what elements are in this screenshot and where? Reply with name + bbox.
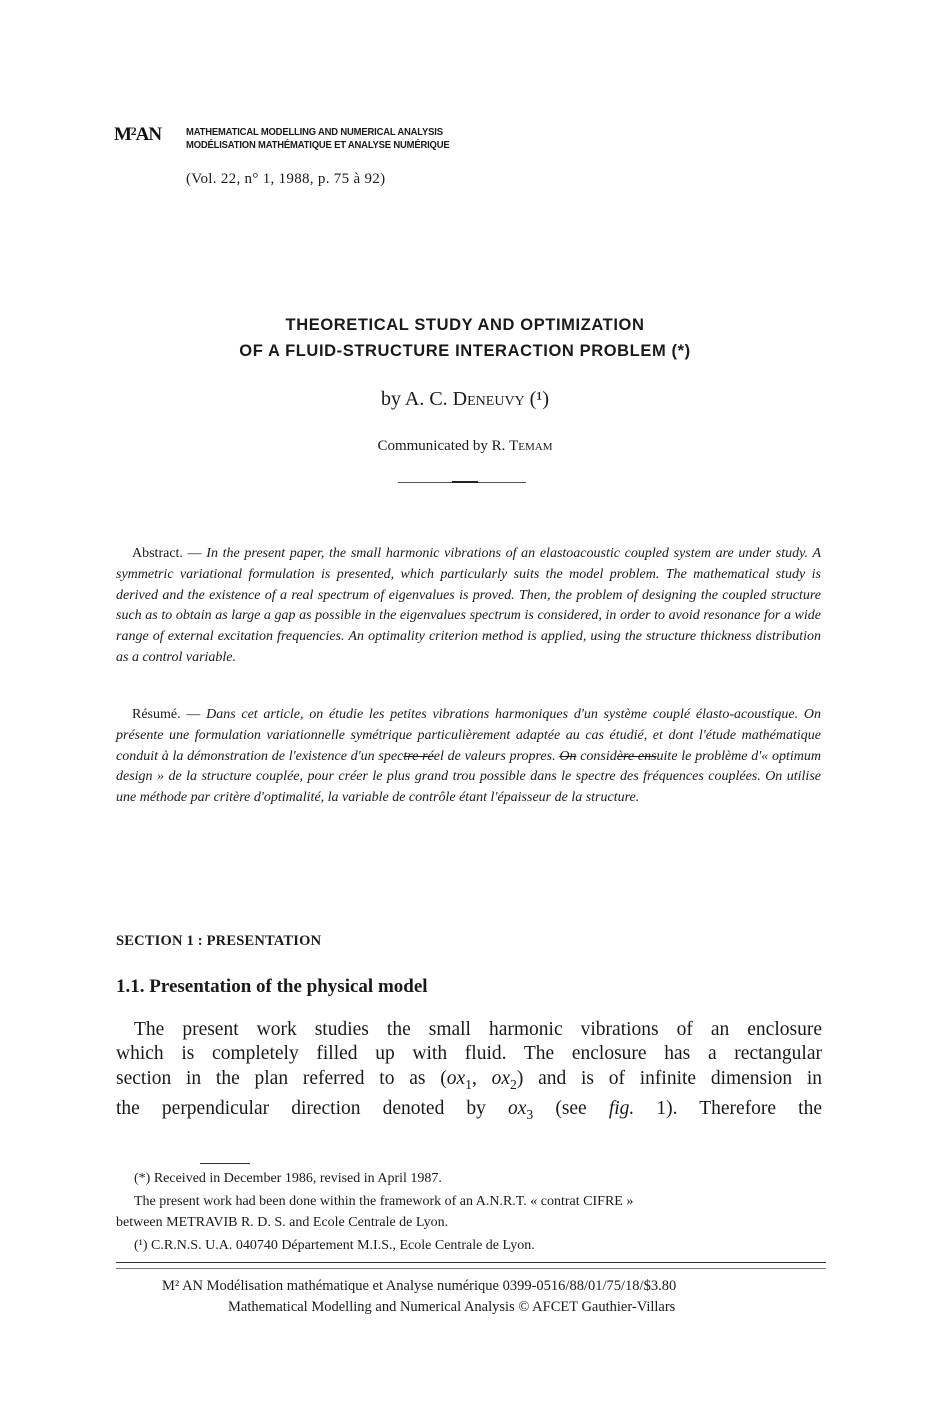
article-title-line-1: THEORETICAL STUDY AND OPTIMIZATION bbox=[285, 316, 645, 334]
body-line-4-c: 1). Therefore the bbox=[634, 1097, 822, 1119]
bottom-rule-2 bbox=[116, 1268, 826, 1269]
footnote-separator bbox=[200, 1163, 250, 1164]
body-line-1: The present work studies the small harmonic vibrations of an enclosure bbox=[134, 1019, 822, 1040]
body-line-4 bbox=[116, 1097, 822, 1127]
communicated-by bbox=[0, 438, 930, 455]
math-separator: , bbox=[471, 1067, 492, 1089]
author-prefix: by A. C. bbox=[380, 388, 453, 410]
bottom-rule-1 bbox=[116, 1262, 826, 1263]
resume-text-spectre-b: tre ré bbox=[403, 748, 434, 764]
abstract-text: In the present paper, the small harmonic vibrations of an elastoacoustic coupled system are under study. A symmetric variational formulation is presented, which particularly suits the model problem. The mathematical study is derived and the existence of a real spectrum of eigenvalues is proved. Then, the problem of designing the coupled structure such as to obtain as large a gap as possible in the eigenvalues spectrum is considered, in order to avoid resonance for a wide range of external excitation frequencies. An optimality criterion method is applied, using the structure thickness distribution as a control variable. bbox=[116, 546, 821, 665]
author-footnote-mark: (¹) bbox=[524, 388, 549, 410]
body-line-4-b: (see bbox=[533, 1097, 609, 1119]
journal-logo-text: M²AN bbox=[114, 124, 162, 145]
communicated-prefix: Communicated by R. bbox=[377, 438, 510, 454]
math-ox3: ox bbox=[508, 1097, 527, 1119]
resume-text-spectre-a: spec bbox=[378, 748, 404, 764]
body-line-3-a: section in the plan referred to as ( bbox=[116, 1067, 447, 1089]
math-sub-1: 1 bbox=[465, 1076, 472, 1092]
figure-reference: fig. bbox=[608, 1097, 635, 1119]
math-sub-3: 3 bbox=[526, 1106, 534, 1122]
resume-text-1: Dans cet article, on étudie les petites vibrations harmoniques d'un système couplé élasto-acoustique. On présente une formulation variationnelle symétrique particulièrement adaptée au cas étudié, et dont l'étude mathématique conduit à la démonstration de l'existence d'un bbox=[116, 707, 821, 764]
abstract-paragraph bbox=[116, 544, 821, 669]
math-ox2: ox bbox=[491, 1067, 510, 1089]
subsection-heading: 1.1. Presentation of the physical model bbox=[116, 976, 428, 997]
abstract-label: Abstract. — bbox=[132, 546, 207, 561]
publisher-line-2: Mathematical Modelling and Numerical Analysis © AFCET Gauthier-Villars bbox=[228, 1299, 676, 1315]
footnote-affiliation: (¹) C.R.N.S. U.A. 040740 Département M.I.S., Ecole Centrale de Lyon. bbox=[134, 1238, 535, 1253]
author-line bbox=[0, 388, 930, 411]
journal-logo bbox=[114, 125, 174, 153]
footnote-framework-2: between METRAVIB R. D. S. and Ecole Centrale de Lyon. bbox=[116, 1215, 449, 1230]
body-line-3 bbox=[116, 1067, 822, 1097]
author-name: Deneuvy bbox=[452, 388, 525, 410]
math-sub-2: 2 bbox=[509, 1076, 517, 1092]
publisher-line-1: M² AN Modélisation mathématique et Analyse numérique 0399-0516/88/01/75/18/$3.80 bbox=[162, 1278, 677, 1294]
title-separator-accent bbox=[452, 481, 478, 483]
footnote-framework-1: The present work had been done within the framework of an A.N.R.T. « contrat CIFRE » bbox=[134, 1194, 634, 1209]
section-heading: SECTION 1 : PRESENTATION bbox=[116, 933, 322, 949]
resume-text-ere: ère ens bbox=[616, 748, 657, 764]
resume-paragraph bbox=[116, 705, 821, 809]
body-line-4-a: the perpendicular direction denoted by bbox=[116, 1097, 508, 1119]
journal-name-french: MODÉLISATION MATHÉMATIQUE ET ANALYSE NUMÉRIQUE bbox=[186, 139, 450, 151]
resume-text-2: el de valeurs propres. bbox=[433, 748, 560, 764]
body-line-3-b: ) and is of infinite dimension in bbox=[516, 1067, 822, 1089]
resume-label: Résumé. — bbox=[132, 707, 207, 722]
body-paragraph bbox=[116, 1018, 822, 1127]
journal-name-english: MATHEMATICAL MODELLING AND NUMERICAL ANALYSIS bbox=[186, 126, 443, 138]
math-ox1: ox bbox=[446, 1067, 466, 1089]
article-title-line-2: OF A FLUID-STRUCTURE INTERACTION PROBLEM (*) bbox=[239, 342, 691, 360]
volume-info: (Vol. 22, n° 1, 1988, p. 75 à 92) bbox=[186, 171, 386, 187]
resume-text-3: consid bbox=[576, 748, 617, 764]
communicated-name: Temam bbox=[509, 438, 553, 454]
resume-text-on: On bbox=[559, 748, 577, 764]
body-line-2: which is completely filled up with fluid. The enclosure has a rectangular bbox=[116, 1043, 822, 1065]
footnote-received: (*) Received in December 1986, revised in April 1987. bbox=[134, 1171, 442, 1186]
resume-text-4: uite le problème d'« optimum design » de la structure couplée, pour créer le plus grand trou possible dans le spectre des fréquences couplées. On utilise une méthode par critère d'optimalité, la variable de contrôle étant l'épaisseur de la structure. bbox=[116, 748, 821, 806]
